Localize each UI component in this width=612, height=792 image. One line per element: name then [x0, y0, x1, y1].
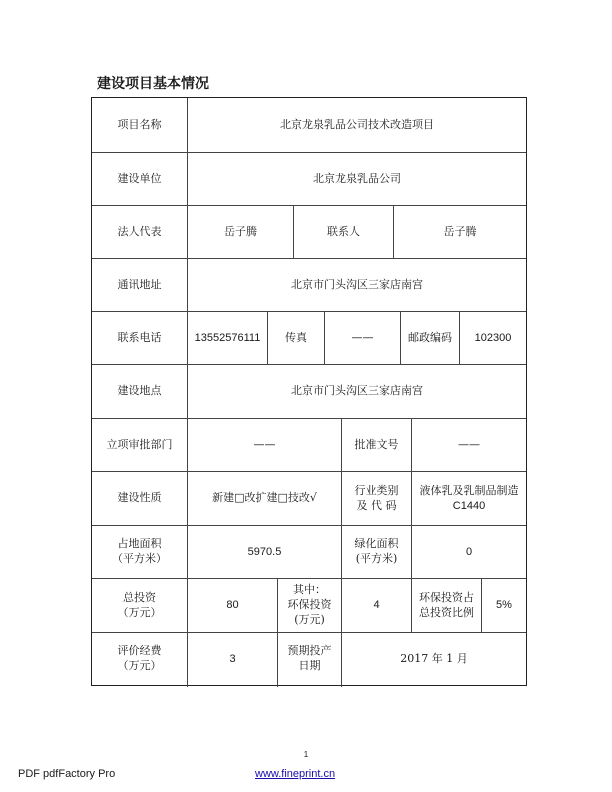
nature-label: 建设性质 — [117, 491, 162, 505]
fee-value: 3 — [229, 652, 236, 665]
footer-pdf-label: PDF pdfFactory Pro — [18, 768, 116, 780]
approval-doc-label: 批准文号 — [354, 437, 399, 451]
legal-rep-value: 岳子腾 — [224, 224, 257, 238]
investment-label-line1: 总投资 — [123, 590, 156, 604]
green-area-label-line2: (平方米) — [355, 552, 398, 565]
area-label-line1: 占地面积 — [117, 537, 162, 551]
postcode-label: 邮政编码 — [408, 330, 452, 344]
industry-code: C1440 — [452, 499, 486, 512]
project-name-label: 项目名称 — [117, 117, 162, 131]
env-investment-label-line1: 其中： — [293, 583, 326, 597]
green-area-label — [342, 526, 411, 578]
postcode-value: 102300 — [474, 331, 512, 344]
approval-label: 立项审批部门 — [106, 437, 173, 451]
expected-date-label-line2: 日期 — [298, 659, 321, 672]
footer-link[interactable]: www.fineprint.cn — [255, 768, 336, 780]
builder-label: 建设单位 — [117, 171, 162, 185]
address-value: 北京市门头沟区三家店南宫 — [291, 277, 423, 291]
env-ratio-label-line1: 环保投资占 — [419, 590, 474, 604]
phone-value: 13552576111 — [194, 331, 261, 344]
project-name-value: 北京龙泉乳品公司技术改造项目 — [280, 117, 434, 131]
page-number: 1 — [303, 750, 309, 759]
approval-doc-value: —— — [458, 437, 480, 451]
address-label: 通讯地址 — [117, 277, 162, 291]
legal-rep-label: 法人代表 — [117, 224, 162, 238]
expected-date-value: 2017 年 1 月 — [400, 651, 468, 665]
env-investment-label-line3: (万元) — [294, 612, 325, 626]
page-title: 建设项目基本情况 — [97, 76, 209, 92]
fee-label — [92, 633, 187, 685]
contact-label: 联系人 — [327, 224, 360, 238]
industry-label-line2: 及 代 码 — [356, 498, 397, 512]
investment-label — [92, 579, 187, 632]
industry-label — [342, 472, 411, 525]
contact-value: 岳子腾 — [443, 224, 477, 238]
fax-label: 传真 — [285, 330, 307, 344]
env-ratio-label — [412, 579, 481, 632]
area-label — [92, 526, 187, 578]
area-label-line2: （平方米） — [112, 552, 167, 565]
investment-value: 80 — [226, 599, 239, 612]
site-label: 建设地点 — [117, 384, 162, 398]
industry-value-line1: 液体乳及乳制品制造 — [419, 483, 519, 497]
env-investment-label-line2: 环保投资 — [287, 598, 332, 612]
area-value: 5970.5 — [247, 545, 282, 558]
fax-value: —— — [351, 330, 374, 344]
fee-label-line2: （万元） — [117, 659, 162, 672]
green-area-label-line1: 绿化面积 — [354, 537, 399, 551]
site-value: 北京市门头沟区三家店南宫 — [291, 384, 423, 398]
builder-value: 北京龙泉乳品公司 — [313, 171, 401, 185]
green-area-value: 0 — [465, 545, 473, 558]
env-investment-value: 4 — [373, 599, 380, 612]
env-ratio-value: 5% — [496, 599, 512, 612]
nature-value: 新建□改扩建□技改√ — [212, 491, 317, 505]
industry-value — [412, 472, 526, 525]
env-investment-label — [278, 579, 341, 632]
fee-label-line1: 评价经费 — [117, 644, 162, 658]
expected-date-label-line1: 预期投产 — [287, 644, 332, 658]
phone-label: 联系电话 — [117, 330, 162, 344]
project-info-table — [91, 97, 527, 686]
investment-label-line2: （万元） — [117, 605, 162, 619]
env-ratio-label-line2: 总投资比例 — [419, 605, 474, 619]
expected-date-label — [278, 633, 341, 685]
industry-label-line1: 行业类别 — [354, 483, 399, 497]
approval-value: —— — [253, 437, 276, 451]
